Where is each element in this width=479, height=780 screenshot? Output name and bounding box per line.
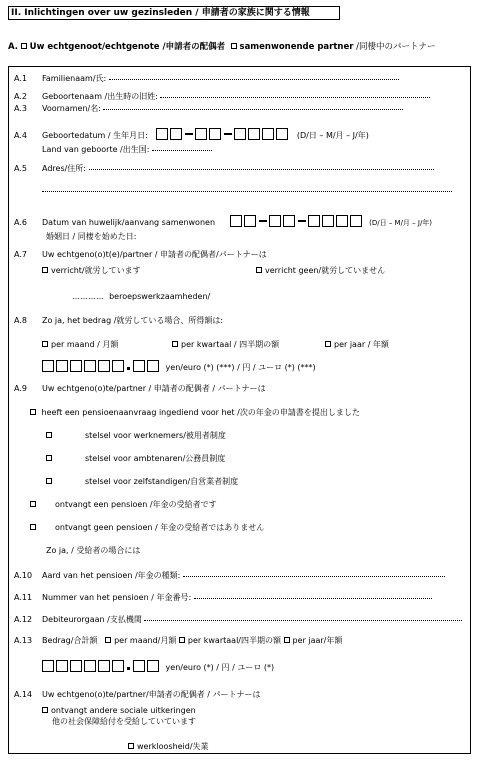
a13-row [14,636,342,646]
a8-per-month-option[interactable] [42,340,118,350]
a5-address-field[interactable] [89,163,434,170]
a8-unit-label: yen/euro (*) (***) / 円 / ユーロ (*) (***) [165,363,316,372]
a9-zoja-label: Zo ja, / 受給者の場合には [46,546,141,555]
a5-label: Adres/住所: [42,164,87,173]
a13-amount-boxes[interactable] [42,663,161,672]
a11-pension-number-field[interactable] [194,592,432,599]
a8-label: Zo ja, het bedrag /就労している場合、所得額は: [42,316,224,325]
a4-row [14,128,369,141]
a9-ontvangt-geen-checkbox[interactable] [30,524,36,530]
a2-label: Geboortenaam /出生時の旧姓: [42,92,158,101]
a4-label: Geboortedatum / 生年月日: [42,131,148,140]
a14-other-benefits-sub: 他の社会保障給付を受給していています [52,717,196,726]
a9-heeft-option[interactable] [30,408,360,418]
a9-werknemers-label: stelsel voor werknemers/被用者制度 [85,431,226,440]
a10-row [14,570,445,581]
a4-land-row [42,144,212,155]
a7-working-checkbox[interactable] [42,267,48,273]
a5-address-field-2[interactable] [42,185,452,192]
a7-row [14,250,267,260]
a9-ambtenaren-label: stelsel voor ambtenaren/公務員制度 [85,454,226,463]
a1-number: A.1 [14,74,27,83]
a9-ontvangt-checkbox[interactable] [30,501,36,507]
a7-label: Uw echtgeno(o)t(e)/partner / 申請者の配偶者/パートナーは [42,250,267,259]
a12-number: A.12 [14,615,33,624]
a5-address-line2 [42,185,452,196]
a9-ontvangt-geen-label: ontvangt geen pensioen / 年金の受給者ではありません [55,523,265,532]
a11-number: A.11 [14,593,33,602]
a6-sub-label: 婚姻日 / 同棲を始めた日: [46,232,137,241]
a9-werknemers-option[interactable] [46,431,226,441]
a8-per-month-checkbox[interactable] [42,341,48,347]
a8-row [14,316,223,326]
a13-per-quarter-checkbox[interactable] [179,637,185,643]
a14-unemployment-option[interactable] [128,742,209,752]
a13-label: Bedrag/合計額 [42,636,98,645]
spouse-checkbox[interactable] [21,43,27,49]
a9-ontvangt-geen-option[interactable] [30,523,264,533]
a11-row [14,592,432,603]
a2-row [14,91,430,102]
a9-werknemers-checkbox[interactable] [46,432,52,438]
a7-not-working-option[interactable] [256,266,385,276]
a10-number: A.10 [14,571,33,580]
a1-family-name-field[interactable] [109,73,399,80]
a6-row [14,215,432,228]
a9-heeft-label: heeft een pensioenaanvraag ingediend voor het /次の年金の申請書を提出しました [41,408,360,417]
a9-number: A.9 [14,384,27,393]
a3-row [14,103,403,114]
a8-amount-row [42,360,316,373]
a5-row [14,163,434,174]
a9-zelfstandigen-checkbox[interactable] [46,478,52,484]
a7-beroeps-row [72,292,210,302]
a4-date-boxes[interactable] [156,131,290,140]
a7-working-label: verricht/就労しています [51,266,141,275]
a9-label: Uw echtgeno(o)te/partner / 申請者の配偶者 / パートナーは [42,384,266,393]
a13-number: A.13 [14,636,33,645]
a8-per-year-checkbox[interactable] [325,341,331,347]
a6-date-format: (D/日 – M/月 – J/年) [369,219,433,227]
a14-unemployment-checkbox[interactable] [128,743,134,749]
a1-row [14,73,399,84]
a1-label: Familienaam/氏: [42,74,107,83]
a2-birth-name-field[interactable] [160,91,430,98]
a5-number: A.5 [14,164,27,173]
a14-other-benefits-checkbox[interactable] [42,707,48,713]
spouse-option-label: Uw echtgenoot/echtgenote /申請者の配偶者 [29,42,226,52]
a7-number: A.7 [14,250,27,259]
a7-not-working-label: verricht geen/就労していません [265,266,386,275]
a9-heeft-checkbox[interactable] [30,409,36,415]
a13-per-month-label: per maand/月額 [114,636,177,645]
a8-per-quarter-checkbox[interactable] [172,341,178,347]
a13-per-year-label: per jaar/年額 [292,636,343,645]
a3-number: A.3 [14,104,27,113]
a9-row [14,384,266,394]
a9-ontvangt-label: ontvangt een pensioen /年金の受給者です [55,500,217,509]
a8-per-quarter-label: per kwartaal / 四半期の額 [181,340,280,349]
a14-unemployment-label: werkloosheid/失業 [137,742,209,751]
a10-label: Aard van het pensioen /年金の種類: [42,571,181,580]
a12-debtor-field[interactable] [144,614,462,621]
partner-option-suffix: /同棲中のパートナー [353,42,436,52]
a14-label: Uw echtgeno(o)te/partner/申請者の配偶者 / パートナーは [42,690,261,699]
a12-row [14,614,462,625]
a4-birth-country-field[interactable] [152,144,212,151]
section-title: II. Inlichtingen over uw gezinsleden / 申請者の家族に関する情報 [8,6,340,20]
a13-per-month-checkbox[interactable] [105,637,111,643]
a8-number: A.8 [14,316,27,325]
a13-unit-label: yen/euro (*) / 円 / ユーロ (*) [165,663,275,672]
section-a-prefix: A. [8,42,18,52]
a14-other-benefits-label: ontvangt andere sociale uitkeringen [51,706,196,715]
a12-label: Debiteurorgaan /支払機関 [42,615,142,624]
a2-number: A.2 [14,92,27,101]
a3-label: Voornamen/名: [42,104,101,113]
a7-working-option[interactable] [42,266,141,276]
a6-number: A.6 [14,218,27,227]
a3-first-names-field[interactable] [103,103,403,110]
a9-ambtenaren-checkbox[interactable] [46,455,52,461]
a4-date-format: (D/日 – M/月 – J/年) [296,131,369,140]
a4-land-label: Land van geboorte /出生国: [42,145,150,154]
a7-beroeps-label: beroepswerkzaamheden/ [109,292,211,301]
a10-pension-type-field[interactable] [183,570,445,577]
a6-label: Datum van huwelijk/aanvang samenwonen [42,218,216,227]
a9-zelfstandigen-label: stelsel voor zelfstandigen/自営業者制度 [85,477,239,486]
a8-per-year-option[interactable] [325,340,389,350]
a8-per-quarter-option[interactable] [172,340,279,350]
a6-date-boxes[interactable] [230,218,364,227]
a13-per-year-checkbox[interactable] [284,637,290,643]
a4-number: A.4 [14,131,27,140]
a14-other-benefits-option[interactable] [42,706,196,716]
partner-option-label: samenwonende partner [239,42,354,52]
a9-ontvangt-option[interactable] [30,500,217,510]
a8-amount-boxes[interactable] [42,363,161,372]
a8-per-month-label: per maand / 月額 [51,340,119,349]
a13-amount-row [42,660,274,673]
a14-number: A.14 [14,690,33,699]
a7-not-working-checkbox[interactable] [256,267,262,273]
section-a-header [8,42,436,52]
a14-row [14,690,261,700]
a11-label: Nummer van het pensioen / 年金番号: [42,593,192,602]
a13-per-quarter-label: per kwartaal/四半期の額 [187,636,281,645]
a7-dots: ………… [72,292,104,301]
a8-per-year-label: per jaar / 年額 [334,340,389,349]
a9-ambtenaren-option[interactable] [46,454,225,464]
partner-checkbox[interactable] [231,43,237,49]
a9-zelfstandigen-option[interactable] [46,477,238,487]
